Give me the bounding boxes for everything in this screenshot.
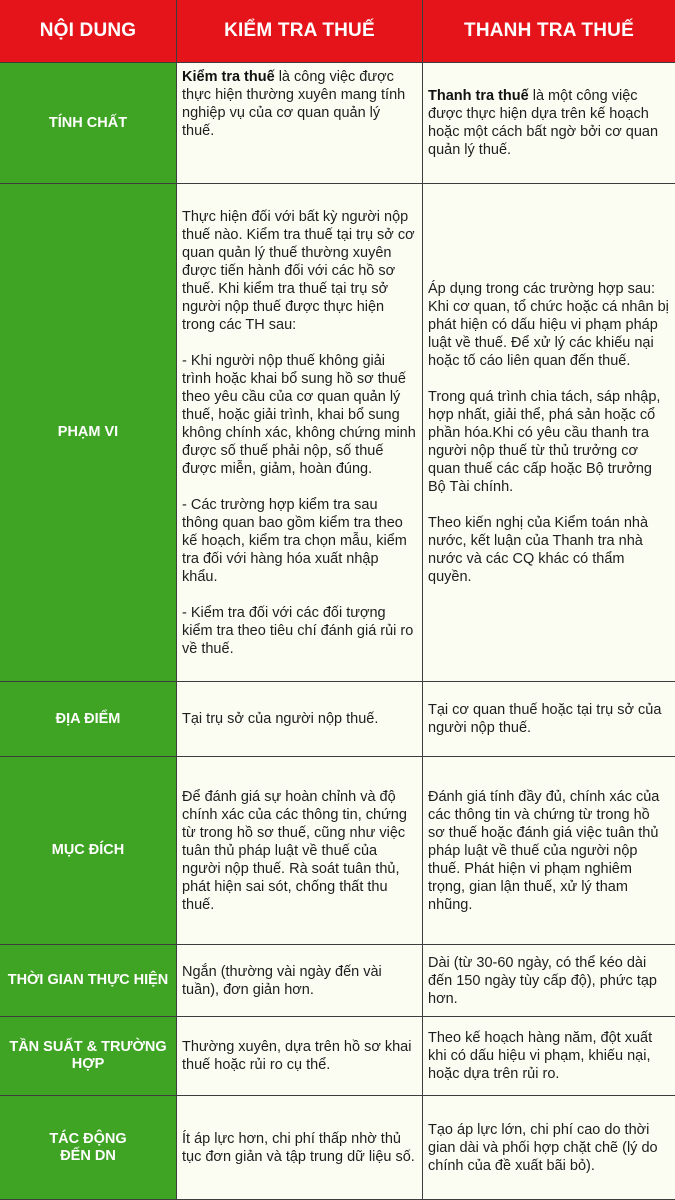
cell-kiem-tra-tan-suat: Thường xuyên, dựa trên hồ sơ khai thuế hoặc rủi ro cụ thể. [177, 1017, 423, 1096]
header-label: KIỂM TRA THUẾ [224, 20, 375, 41]
row-label-tan-suat: TẦN SUẤT & TRƯỜNG HỢP [0, 1017, 177, 1096]
paragraph: Trong quá trình chia tách, sáp nhập, hợp nhất, giải thể, phá sản hoặc cổ phần hóa.Khi có yêu cầu thanh tra người nộp thuế từ thủ trưởng cơ quan thuế các cấp hoặc Bộ trưởng Bộ Tài chính. [428, 388, 661, 495]
row-label-muc-dich: MỤC ĐÍCH [0, 757, 177, 945]
cell-thanh-tra-thoi-gian: Dài (từ 30-60 ngày, có thể kéo dài đến 150 ngày tùy cấp độ), phức tạp hơn. [423, 945, 675, 1017]
header-kiem-tra [177, 0, 423, 63]
paragraph: - Khi người nộp thuế không giải trình hoặc khai bổ sung hồ sơ thuế theo yêu cầu của cơ quan quản lý thuế, hoặc giải trình, khai bổ sung không chính xác, không chứng minh được số thuế phải nộp, số thuế được miễn, giảm, hoàn đúng. [182, 352, 416, 477]
row-label-tac-dong: TÁC ĐỘNG ĐẾN DN [0, 1096, 177, 1200]
cell-thanh-tra-pham-vi [423, 184, 675, 682]
cell-kiem-tra-muc-dich: Để đánh giá sự hoàn chỉnh và độ chính xác của các thông tin, chứng từ trong hồ sơ thuế, cũng như việc tuân thủ pháp luật về thuế của người nộp thuế. Rà soát tuân thủ, phát hiện sai sót, chống thất thu thuế. [177, 757, 423, 945]
cell-kiem-tra-thoi-gian: Ngắn (thường vài ngày đến vài tuần), đơn giản hơn. [177, 945, 423, 1017]
cell-thanh-tra-tan-suat: Theo kế hoạch hàng năm, đột xuất khi có dấu hiệu vi phạm, khiếu nại, hoặc dựa trên rủi ro. [423, 1017, 675, 1096]
cell-kiem-tra-tac-dong: Ít áp lực hơn, chi phí thấp nhờ thủ tục đơn giản và tập trung dữ liệu số. [177, 1096, 423, 1200]
row-label-tinh-chat: TÍNH CHẤT [0, 63, 177, 184]
header-thanh-tra [423, 0, 675, 63]
cell-thanh-tra-dia-diem: Tại cơ quan thuế hoặc tại trụ sở của người nộp thuế. [423, 682, 675, 757]
paragraph: Áp dụng trong các trường hợp sau: Khi cơ quan, tổ chức hoặc cá nhân bị phát hiện có dấu hiệu vi phạm pháp luật về thuế. Để xử lý các khiếu nại hoặc tố cáo liên quan đến thuế. [428, 280, 669, 369]
term-bold: Thanh tra thuế [428, 88, 529, 104]
row-label-thoi-gian: THỜI GIAN THỰC HIỆN [0, 945, 177, 1017]
row-label-pham-vi: PHẠM VI [0, 184, 177, 682]
paragraph: Thực hiện đối với bất kỳ người nộp thuế nào. Kiểm tra thuế tại trụ sở cơ quan quản lý thuế thường xuyên được tiến hành đối với các hồ sơ thuế. Khi kiểm tra thuế tại trụ sở người nộp thuế được thực hiện trong các TH sau: [182, 208, 415, 333]
term-bold: Kiểm tra thuế [182, 69, 275, 85]
cell-thanh-tra-muc-dich: Đánh giá tính đầy đủ, chính xác của các thông tin và chứng từ trong hồ sơ thuế hoặc đánh giá việc tuân thủ pháp luật về thuế của người nộp thuế. Phát hiện vi phạm nghiêm trọng, gian lận thuế, xử lý tham nhũng. [423, 757, 675, 945]
cell-thanh-tra-tinh-chat: Thanh tra thuế là một công việc được thực hiện dựa trên kế hoạch hoặc một cách bất ngờ bởi cơ quan quản lý thuế. [423, 63, 675, 184]
header-label: THANH TRA THUẾ [464, 20, 634, 41]
header-label: NỘI DUNG [39, 20, 137, 41]
row-label-dia-diem: ĐỊA ĐIỂM [0, 682, 177, 757]
cell-kiem-tra-dia-diem: Tại trụ sở của người nộp thuế. [177, 682, 423, 757]
paragraph: Theo kiến nghị của Kiểm toán nhà nước, kết luận của Thanh tra nhà nước và các CQ khác có thẩm quyền. [428, 514, 649, 585]
cell-kiem-tra-pham-vi [177, 184, 423, 682]
cell-kiem-tra-tinh-chat: Kiểm tra thuế là công việc được thực hiện thường xuyên mang tính nghiệp vụ của cơ quan quản lý thuế. [177, 63, 423, 184]
header-noi-dung [0, 0, 177, 63]
cell-thanh-tra-tac-dong: Tạo áp lực lớn, chi phí cao do thời gian dài và phối hợp chặt chẽ (lý do chính của đề xuất bãi bỏ). [423, 1096, 675, 1200]
paragraph: - Kiểm tra đối với các đối tượng kiểm tra theo tiêu chí đánh giá rủi ro về thuế. [182, 604, 414, 657]
paragraph: - Các trường hợp kiểm tra sau thông quan bao gồm kiểm tra theo kế hoạch, kiểm tra chọn mẫu, kiểm tra đối với hàng hóa xuất nhập khẩu. [182, 496, 407, 585]
